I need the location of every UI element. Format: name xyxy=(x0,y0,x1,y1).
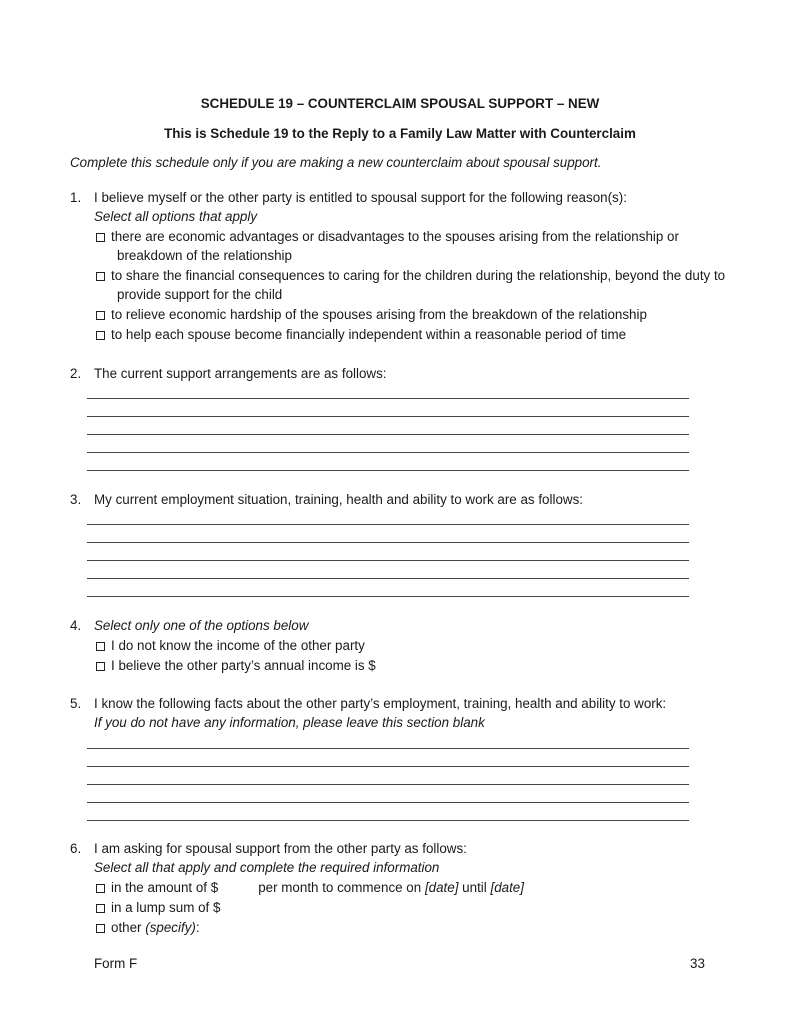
q3-answer-line[interactable] xyxy=(87,542,689,543)
q2-answer-line[interactable] xyxy=(87,452,689,453)
q2-answer-line[interactable] xyxy=(87,434,689,435)
q1-hint: Select all options that apply xyxy=(94,209,258,224)
q3-text: My current employment situation, training, health and ability to work are as follows: xyxy=(94,492,583,507)
q5-text: I know the following facts about the other party’s employment, training, health and ability to work: xyxy=(94,696,667,711)
q2-answer-line[interactable] xyxy=(87,470,689,471)
q1-option-economic-checkbox[interactable] xyxy=(96,233,105,242)
q3-number: 3. xyxy=(70,492,82,507)
q6-option-monthly-label: in the amount of $ xyxy=(111,880,219,895)
q1-option-economic-label: there are economic advantages or disadvantages to the spouses arising from the relationship or xyxy=(111,229,679,244)
q3-answer-line[interactable] xyxy=(87,560,689,561)
q6-option-monthly-until: until xyxy=(458,880,491,895)
q6-option-monthly-checkbox[interactable] xyxy=(96,884,105,893)
q1-option-hardship xyxy=(96,307,647,322)
q5-answer-line[interactable] xyxy=(87,802,689,803)
q1-option-children-cont: provide support for the child xyxy=(117,287,283,302)
q6-option-other-colon: : xyxy=(195,920,200,935)
q6-option-monthly-end-date: [date] xyxy=(490,880,524,895)
q5-answer-line[interactable] xyxy=(87,784,689,785)
q5-answer-line[interactable] xyxy=(87,820,689,821)
q6-option-other xyxy=(96,920,200,935)
q4-option-unknown-label: I do not know the income of the other party xyxy=(111,638,365,653)
q5-answer-line[interactable] xyxy=(87,748,689,749)
q6-option-lump-sum xyxy=(96,900,220,915)
q2-text: The current support arrangements are as follows: xyxy=(94,366,387,381)
q4-option-income xyxy=(96,658,376,673)
q4-option-income-checkbox[interactable] xyxy=(96,662,105,671)
q6-option-lump-sum-checkbox[interactable] xyxy=(96,904,105,913)
q1-option-children-label: to share the financial consequences to caring for the children during the relationship, beyond the duty to xyxy=(111,268,726,283)
q3-answer-line[interactable] xyxy=(87,524,689,525)
q6-option-other-label: other xyxy=(111,920,146,935)
q6-option-monthly xyxy=(96,880,524,895)
q6-text: I am asking for spousal support from the other party as follows: xyxy=(94,841,467,856)
schedule-title: SCHEDULE 19 – COUNTERCLAIM SPOUSAL SUPPORT – NEW xyxy=(200,96,600,111)
q3-answer-line[interactable] xyxy=(87,596,689,597)
q6-option-lump-sum-label: in a lump sum of $ xyxy=(111,900,221,915)
q4-number: 4. xyxy=(70,618,82,633)
footer-form-name: Form F xyxy=(94,956,138,971)
q1-text: I believe myself or the other party is entitled to spousal support for the following reason(s): xyxy=(94,190,627,205)
q1-option-economic xyxy=(96,229,679,244)
q1-number: 1. xyxy=(70,190,82,205)
q5-answer-line[interactable] xyxy=(87,766,689,767)
q3-answer-line[interactable] xyxy=(87,578,689,579)
q6-option-monthly-commence: per month to commence on xyxy=(258,880,425,895)
schedule-instruction: Complete this schedule only if you are making a new counterclaim about spousal support. xyxy=(70,155,602,170)
schedule-subtitle: This is Schedule 19 to the Reply to a Family Law Matter with Counterclaim xyxy=(164,126,636,141)
q5-number: 5. xyxy=(70,696,82,711)
q2-number: 2. xyxy=(70,366,82,381)
q4-option-unknown-checkbox[interactable] xyxy=(96,642,105,651)
footer-page-number: 33 xyxy=(690,956,705,971)
q6-option-monthly-start-date: [date] xyxy=(424,880,459,895)
q1-option-independent xyxy=(96,327,626,342)
q1-option-hardship-checkbox[interactable] xyxy=(96,311,105,320)
q5-hint: If you do not have any information, please leave this section blank xyxy=(94,715,485,730)
q1-option-independent-label: to help each spouse become financially independent within a reasonable period of time xyxy=(111,327,627,342)
q2-answer-line[interactable] xyxy=(87,416,689,417)
q4-option-unknown xyxy=(96,638,365,653)
q6-option-other-specify: (specify) xyxy=(145,920,196,935)
q4-option-income-label: I believe the other party’s annual income is $ xyxy=(111,658,376,673)
q1-option-economic-cont: breakdown of the relationship xyxy=(117,248,292,263)
q1-option-children xyxy=(96,268,725,283)
q1-option-hardship-label: to relieve economic hardship of the spouses arising from the breakdown of the relationship xyxy=(111,307,647,322)
q1-option-children-checkbox[interactable] xyxy=(96,272,105,281)
q6-option-other-checkbox[interactable] xyxy=(96,924,105,933)
q4-hint: Select only one of the options below xyxy=(94,618,309,633)
q1-option-independent-checkbox[interactable] xyxy=(96,331,105,340)
q6-hint: Select all that apply and complete the required information xyxy=(94,860,440,875)
q2-answer-line[interactable] xyxy=(87,398,689,399)
q6-number: 6. xyxy=(70,841,82,856)
